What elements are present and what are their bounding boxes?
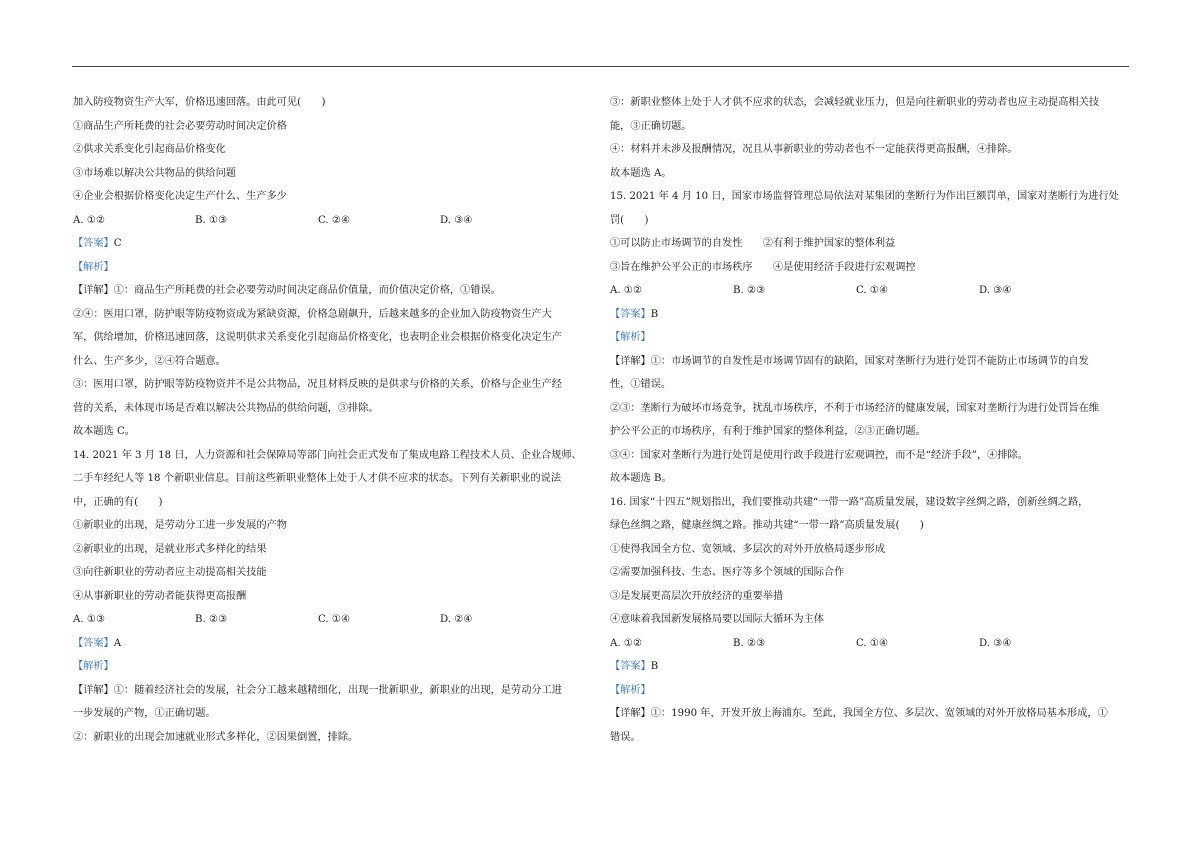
- q15-detail: 性，①错误。: [610, 379, 672, 390]
- q16-option-d: D. ③④: [979, 637, 1012, 649]
- q14-stem: 14. 2021 年 3 月 18 日，人力资源和社会保障局等部门向社会正式发布了集成电路工程技术人员、企业合规师、: [73, 449, 582, 461]
- answer-value: A: [113, 637, 122, 649]
- q15-option-a: A. ①②: [610, 285, 643, 296]
- q15-detail: ③④：国家对垄断行为进行处罚是使用行政手段进行宏观调控，而不是“经济手段”，④排除。: [610, 449, 1028, 461]
- q15-detail: ②③：垄断行为破坏市场竞争，扰乱市场秩序，不利于市场经济的健康发展，国家对垄断行为进行处罚旨在维: [610, 402, 1099, 414]
- q16-option-c: C. ①④: [856, 637, 889, 649]
- q14-stem: 二手车经纪人等 18 个新职业信息。目前这些新职业整体上处于人才供不应求的状态。下列有关新职业的说法: [73, 473, 562, 484]
- q13-options: [73, 209, 593, 233]
- q14-detail: ③：新职业整体上处于人才供不应求的状态，会减轻就业压力，但是向往新职业的劳动者也应主动提高相关技: [610, 97, 1099, 108]
- q15-detail: 【详解】①：市场调节的自发性是市场调节固有的缺陷，国家对垄断行为进行处罚不能防止市场调节的自发: [610, 355, 1089, 367]
- q13-option-a: A. ①②: [73, 214, 106, 226]
- q14-detail: 能，③正确切题。: [610, 120, 692, 132]
- left-column: [73, 91, 593, 749]
- q15-answer: [610, 303, 1130, 327]
- q16-item: ③是发展更高层次开放经济的重要举措: [610, 590, 784, 602]
- q14-item: ②新职业的出现，是就业形式多样化的结果: [73, 543, 267, 555]
- q15-item: ③旨在维护公平公正的市场秩序 ④是使用经济手段进行宏观调控: [610, 261, 916, 273]
- q14-detail: ④：材料并未涉及报酬情况，况且从事新职业的劳动者也不一定能获得更高报酬，④排除。: [610, 144, 1018, 155]
- q13-option-d: D. ③④: [440, 214, 473, 226]
- answer-value: C: [113, 238, 122, 249]
- q13-item: ④企业会根据价格变化决定生产什么、生产多少: [73, 191, 287, 202]
- answer-value: B: [650, 308, 659, 320]
- q13-answer: [73, 232, 593, 256]
- q15-option-c: C. ①④: [856, 285, 889, 296]
- q16-item: ①使得我国全方位、宽领域、多层次的对外开放格局逐步形成: [610, 543, 886, 555]
- q14-answer: [73, 632, 593, 656]
- q14-option-d: D. ②④: [440, 614, 473, 625]
- answer-value: B: [650, 661, 659, 672]
- q14-analysis-label: 【解析】: [73, 661, 114, 672]
- q14-option-a: A. ①③: [73, 614, 106, 625]
- q14-detail: 一步发展的产物，①正确切题。: [73, 708, 216, 719]
- q15-option-d: D. ③④: [979, 285, 1012, 296]
- header-rule: [72, 66, 1129, 67]
- q15-stem: 15. 2021 年 4 月 10 日，国家市场监督管理总局依法对某集团的垄断行为作出巨额罚单，国家对垄断行为进行处: [610, 191, 1119, 202]
- q15-detail: 护公平公正的市场秩序，有利于维护国家的整体利益，②③正确切题。: [610, 426, 926, 437]
- q13-detail: 军，供给增加，价格迅速回落，这说明供求关系变化引起商品价格变化，也表明企业会根据价格变化决定生产: [73, 332, 562, 343]
- q13-option-b: B. ①③: [195, 214, 228, 226]
- q14-item: ③向往新职业的劳动者应主动提高相关技能: [73, 567, 267, 578]
- answer-label: 【答案】: [610, 308, 651, 320]
- answer-label: 【答案】: [73, 238, 114, 249]
- q13-item: ②供求关系变化引起商品价格变化: [73, 144, 226, 155]
- q15-analysis-label: 【解析】: [610, 332, 651, 343]
- q13-detail: 故本题选 C。: [73, 426, 135, 437]
- q13-stem: 加入防疫物资生产大军，价格迅速回落。由此可见( ): [73, 97, 326, 108]
- answer-label: 【答案】: [73, 637, 114, 649]
- q13-analysis-label: 【解析】: [73, 261, 114, 273]
- q14-option-c: C. ①④: [318, 614, 351, 625]
- q13-item: ①商品生产所耗费的社会必要劳动时间决定价格: [73, 120, 287, 132]
- q16-stem: 绿色丝绸之路，健康丝绸之路。推动共建“一带一路”高质量发展( ): [610, 520, 924, 531]
- q16-stem: 16. 国家“十四五”规划指出，我们要推动共建“一带一路”高质量发展，建设数字丝绸之路，创新丝绸之路，: [610, 496, 1089, 508]
- q14-stem: 中，正确的有( ): [73, 496, 163, 508]
- q14-option-b: B. ②③: [195, 614, 228, 625]
- q16-analysis-label: 【解析】: [610, 684, 651, 696]
- q14-detail: 【详解】①：随着经济社会的发展，社会分工越来越精细化，出现一批新职业，新职业的出现，是劳动分工进: [73, 684, 562, 696]
- q16-option-a: A. ①②: [610, 637, 643, 649]
- answer-label: 【答案】: [610, 661, 651, 672]
- q13-detail: ②④：医用口罩，防护眼等防疫物资成为紧缺资源，价格急剧飙升，后越来越多的企业加入防疫物资生产大: [73, 308, 552, 320]
- q15-options: [610, 279, 1130, 303]
- q13-item: ③市场难以解决公共物品的供给问题: [73, 167, 236, 179]
- q16-item: ④意味着我国新发展格局要以国际大循环为主体: [610, 614, 824, 625]
- q16-detail: 错误。: [610, 731, 641, 743]
- q14-options: [73, 608, 593, 632]
- q15-stem: 罚( ): [610, 214, 649, 226]
- q16-options: [610, 632, 1130, 656]
- q13-option-c: C. ②④: [318, 214, 351, 226]
- q15-detail: 故本题选 B。: [610, 473, 672, 484]
- q14-item: ④从事新职业的劳动者能获得更高报酬: [73, 590, 247, 602]
- right-column: [610, 91, 1130, 749]
- q14-item: ①新职业的出现，是劳动分工进一步发展的产物: [73, 520, 287, 531]
- q16-option-b: B. ②③: [733, 637, 766, 649]
- q16-detail: 【详解】①：1990 年，开发开放上海浦东。至此，我国全方位、多层次、宽领域的对外开放格局基本形成，①: [610, 708, 1108, 719]
- q15-item: ①可以防止市场调节的自发性 ②有利于维护国家的整体利益: [610, 238, 896, 249]
- q15-option-b: B. ②③: [733, 285, 766, 296]
- q13-detail: 什么、生产多少，②④符合题意。: [73, 355, 226, 367]
- q14-detail: ②：新职业的出现会加速就业形式多样化，②因果倒置，排除。: [73, 731, 359, 743]
- q13-detail: ③：医用口罩，防护眼等防疫物资并不是公共物品，况且材料反映的是供求与价格的关系，价格与企业生产经: [73, 379, 562, 390]
- q13-detail: 营的关系，未体现市场是否难以解决公共物品的供给问题，③排除。: [73, 402, 379, 414]
- q16-item: ②需要加强科技、生态、医疗等多个领域的国际合作: [610, 567, 845, 578]
- q16-answer: [610, 655, 1130, 679]
- q13-detail: 【详解】①：商品生产所耗费的社会必要劳动时间决定商品价值量，而价值决定价格，①错误。: [73, 285, 501, 296]
- q14-detail: 故本题选 A。: [610, 167, 672, 179]
